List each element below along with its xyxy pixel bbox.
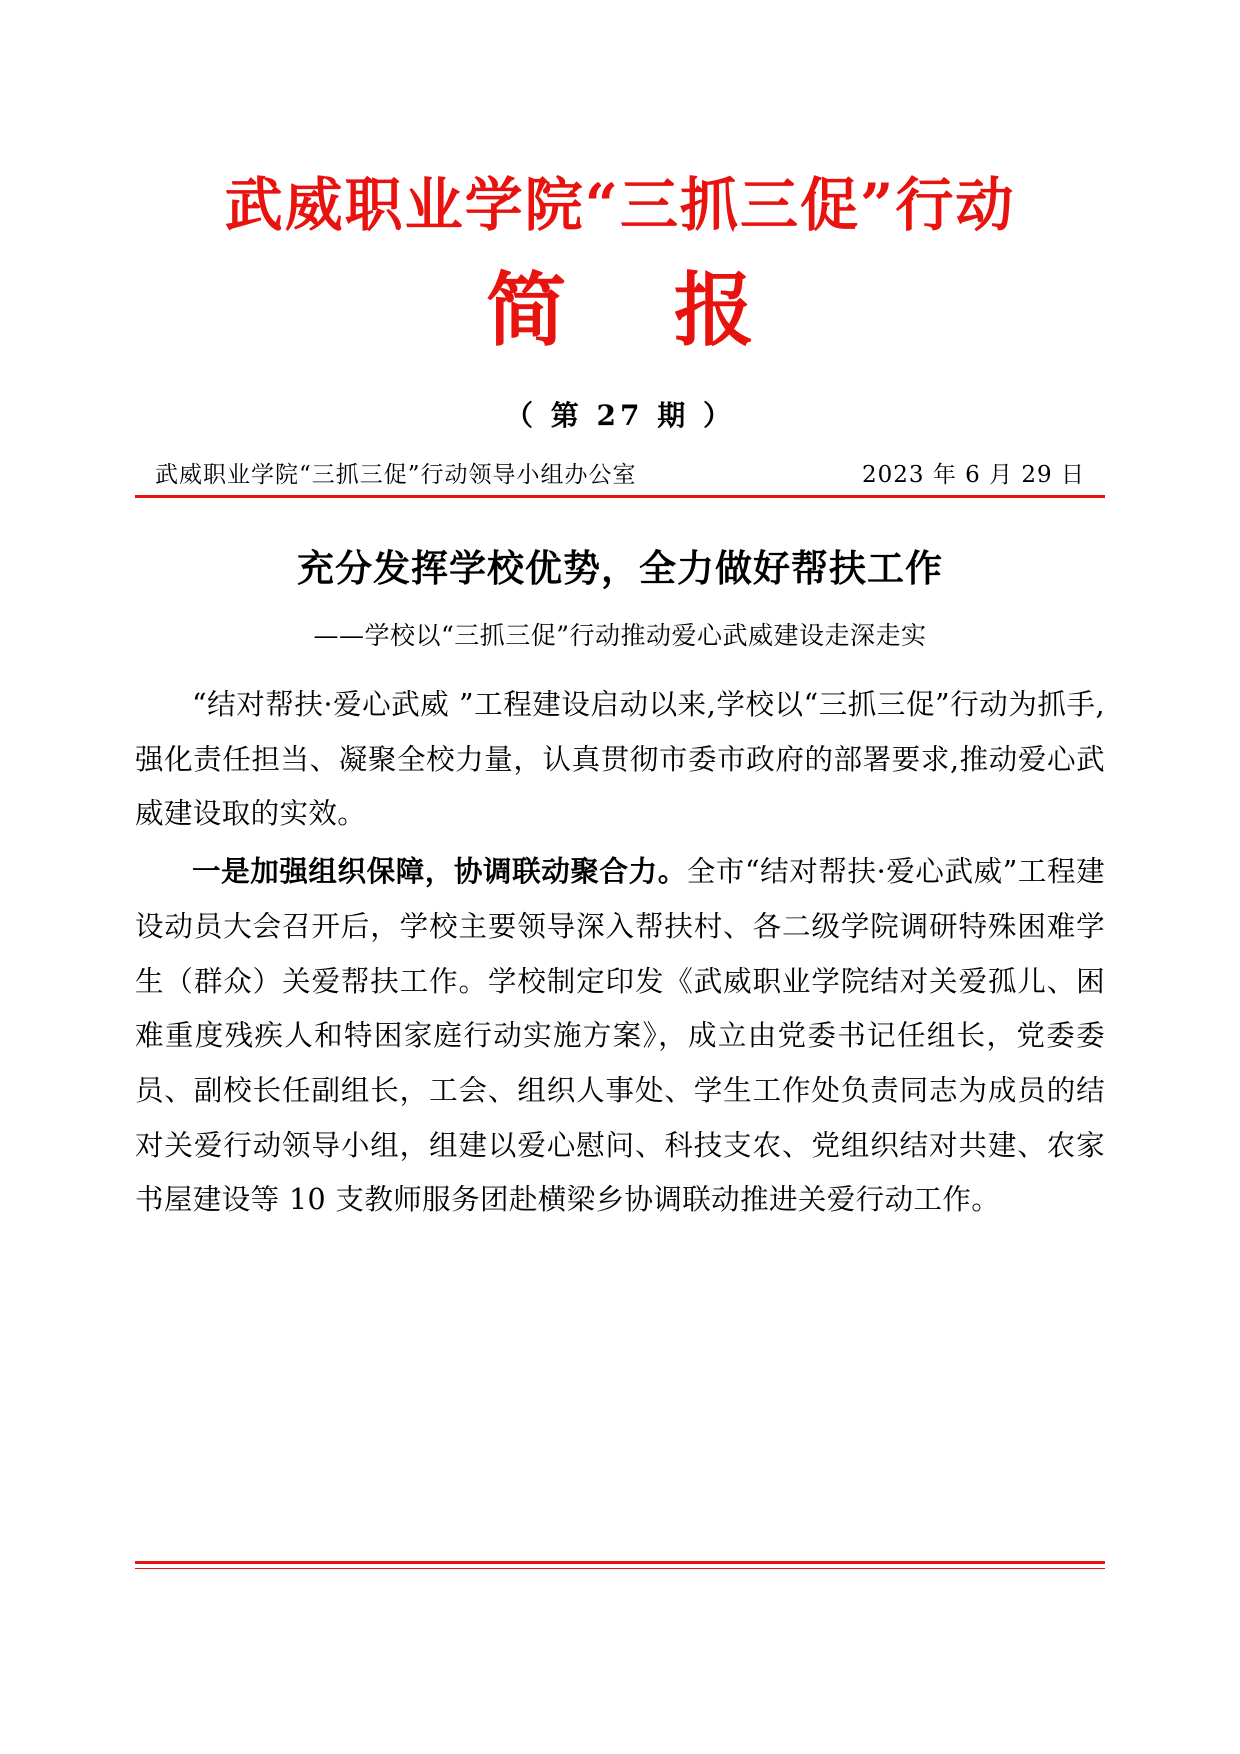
footer-rule-thin xyxy=(135,1568,1105,1569)
footer-rule-thick xyxy=(135,1561,1105,1564)
footer-divider xyxy=(135,1561,1105,1569)
paragraph xyxy=(135,844,1105,1228)
dateline-row xyxy=(135,456,1105,495)
issue-date: 2023 年 6 月 29 日 xyxy=(862,461,1085,488)
section-lead-in: 一是加强组织保障，协调联动聚合力。 xyxy=(192,854,687,889)
section-body-text: 全市“结对帮扶·爱心武威”工程建设动员大会召开后，学校主要领导深入帮扶村、各二级学院调研特殊困难学生（群众）关爱帮扶工作。学校制定印发《武威职业学院结对关爱孤儿、困难重度残疾人和特困家庭行动实施方案》，成立由党委书记任组长，党委委员、副校长任副组长，工会、组织人事处、学生工作处负责同志为成员的结对关爱行动领导小组，组建以爱心慰问、科技支农、党组织结对共建、农家书屋建设等 10 支教师服务团赴横梁乡协调联动推进关爱行动工作。 xyxy=(135,855,1105,1217)
masthead xyxy=(135,0,1105,434)
article xyxy=(135,544,1105,1228)
masthead-divider xyxy=(135,495,1105,498)
issuing-office: 武威职业学院“三抓三促”行动领导小组办公室 xyxy=(155,461,637,488)
paragraph: “结对帮扶·爱心武威 ”工程建设启动以来,学校以“三抓三促”行动为抓手,强化责任担当、凝聚全校力量，认真贯彻市委市政府的部署要求,推动爱心武威建设取的实效。 xyxy=(135,687,1105,831)
masthead-title-line1: 武威职业学院“三抓三促”行动 xyxy=(224,171,1016,239)
masthead-title-line2: 简 报 xyxy=(486,262,794,357)
article-title: 充分发挥学校优势，全力做好帮扶工作 xyxy=(297,545,943,590)
article-body xyxy=(135,678,1105,1228)
issue-number: （ 第 27 期 ） xyxy=(505,398,735,432)
article-subtitle: ——学校以“三抓三促”行动推动爱心武威建设走深走实 xyxy=(313,620,927,650)
